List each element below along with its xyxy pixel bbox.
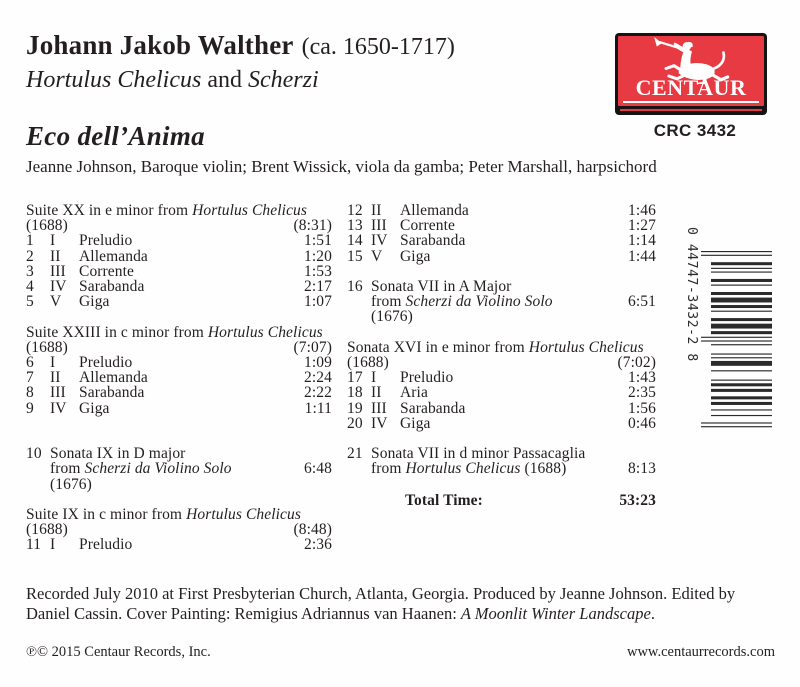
spacer: [26, 309, 332, 324]
track-time: 1:11: [304, 399, 332, 417]
sonata-row: [26, 446, 332, 461]
work-title-italic: Hortulus Chelicus: [26, 67, 202, 93]
track-row: [347, 370, 656, 385]
track-time: 6:48: [304, 460, 332, 478]
track-list-right-column: [347, 203, 656, 508]
track-row: [347, 385, 656, 400]
suite-year: (1688): [26, 217, 68, 235]
track-row: [347, 416, 656, 431]
track-time: 1:53: [304, 262, 332, 280]
suite-duration: (7:07): [293, 338, 332, 356]
painting-title: A Moonlit Winter Landscape: [460, 603, 651, 623]
barcode-bar: [711, 389, 772, 392]
track-row: [26, 385, 332, 400]
track-row: [26, 233, 332, 248]
movement-title: Preludio: [79, 354, 133, 372]
track-number: 13: [347, 217, 363, 235]
track-row: [347, 203, 656, 218]
track-number: 10: [26, 445, 42, 463]
track-number: 18: [347, 384, 363, 402]
total-label: Total Time:: [405, 491, 483, 509]
barcode-bar: [711, 402, 772, 405]
track-number: 12: [347, 202, 363, 219]
credits-suffix: .: [650, 603, 655, 623]
track-number: 5: [26, 293, 34, 311]
movement-title: Sarabanda: [79, 278, 145, 296]
track-number: 2: [26, 247, 34, 265]
movement-title: Preludio: [400, 369, 454, 387]
indent: [347, 461, 371, 476]
barcode-bar: [711, 357, 772, 358]
track-time: 8:13: [628, 460, 656, 478]
heading-text: Sonata XVI in e minor from: [347, 338, 529, 356]
track-row: [26, 355, 332, 370]
barcode-bar: [711, 324, 772, 329]
heading-text: Suite IX in c minor from: [26, 506, 187, 523]
track-row: [26, 370, 332, 385]
sonata-row: [347, 279, 656, 294]
track-time: 1:09: [304, 354, 332, 372]
movement-numeral: V: [50, 293, 62, 311]
track-number: 8: [26, 384, 34, 402]
website-url: www.centaurrecords.com: [626, 644, 775, 660]
barcode-bar: [711, 370, 772, 371]
suite-heading: [26, 203, 332, 218]
movement-title: Corrente: [400, 217, 456, 235]
barcode-bar: [711, 279, 772, 282]
movement-title: Giga: [400, 247, 431, 265]
track-number: 19: [347, 399, 363, 417]
heading-text: Suite XXIII in c minor from: [26, 323, 208, 341]
track-time: 2:17: [304, 278, 332, 296]
work-title-italic: Hortulus Chelicus: [207, 323, 323, 341]
work-title-italic: Hortulus Chelicus: [405, 460, 521, 478]
track-time: 1:27: [628, 217, 656, 235]
suite-subheading: [347, 355, 656, 370]
barcode-bar: [711, 262, 772, 265]
barcode-bar: [711, 292, 772, 295]
track-time: 1:07: [304, 293, 332, 311]
suite-year: (1688): [26, 338, 68, 356]
composer-line: [26, 30, 455, 61]
movement-numeral: I: [50, 354, 56, 372]
work-title-italic: Scherzi da Violino Solo: [84, 460, 232, 478]
sonata-source: from Hortulus Chelicus (1688): [371, 460, 567, 478]
track-number: 11: [26, 536, 42, 554]
track-time: 1:43: [628, 369, 656, 387]
track-number: 1: [26, 232, 34, 250]
copyright-line: ℗© 2015 Centaur Records, Inc.: [26, 644, 211, 660]
composer-dates: (ca. 1650-1717): [301, 34, 455, 60]
movement-numeral: II: [371, 384, 382, 402]
suite-year: (1688): [347, 354, 389, 371]
work-title-italic: Hortulus Chelicus: [186, 506, 302, 523]
composer-name: Johann Jakob Walther: [26, 30, 294, 60]
track-row: [26, 537, 332, 552]
sonata-source-row: [347, 461, 656, 476]
track-time: 1:56: [628, 399, 656, 417]
total-time-value: 53:23: [619, 491, 656, 509]
track-number: 9: [26, 399, 34, 417]
album-title: Eco dell’Anima: [26, 121, 205, 151]
track-row: [26, 279, 332, 294]
barcode-bar: [701, 255, 772, 256]
movement-title: Giga: [400, 414, 431, 432]
works-line: [26, 67, 319, 94]
track-time: 1:46: [628, 202, 656, 219]
suite-heading: [26, 325, 332, 340]
track-number: 20: [347, 414, 363, 432]
suite-heading: [347, 340, 656, 355]
movement-title: Sarabanda: [79, 384, 145, 402]
track-row: [347, 249, 656, 264]
track-time: 1:20: [304, 247, 332, 265]
movement-numeral: IV: [50, 278, 67, 296]
logo-red-field: [618, 36, 764, 106]
logo-bottom-band: [618, 106, 764, 115]
track-number: 14: [347, 232, 363, 250]
upc-barcode: [683, 227, 772, 441]
track-number: 21: [347, 445, 363, 463]
movement-numeral: II: [50, 369, 61, 387]
movement-title: Sarabanda: [400, 399, 466, 417]
barcode-bar: [701, 422, 772, 423]
suite-duration: (8:48): [293, 521, 332, 539]
logo-border: [615, 33, 767, 115]
movement-numeral: IV: [371, 232, 388, 250]
suite-subheading: [26, 340, 332, 355]
track-time: 0:46: [628, 414, 656, 432]
logo-rule: [623, 101, 759, 103]
track-number: 4: [26, 278, 34, 296]
spacer: [26, 431, 332, 446]
track-time: 2:36: [304, 536, 332, 554]
barcode-bar: [701, 337, 772, 338]
barcode-bar: [711, 344, 772, 345]
movement-title: Allemanda: [400, 202, 469, 219]
track-time: 1:14: [628, 232, 656, 250]
barcode-bar: [711, 396, 772, 399]
spacer: [347, 325, 656, 340]
spacer: [347, 431, 656, 446]
catalog-number: CRC 3432: [653, 121, 737, 140]
works-conjunction: and: [201, 67, 248, 93]
total-time-row: [347, 493, 656, 508]
barcode-bars: [701, 251, 772, 428]
sonata-source-row: [26, 461, 332, 491]
barcode-bar: [711, 298, 772, 303]
movement-numeral: I: [371, 369, 377, 387]
sonata-title: Sonata IX in D major: [50, 445, 186, 463]
barcode-bar: [701, 340, 772, 341]
barcode-bar: [711, 331, 772, 334]
indent: [347, 294, 371, 324]
performers-line: Jeanne Johnson, Baroque violin; Brent Wissick, viola da gamba; Peter Marshall, harpsichord: [26, 157, 657, 176]
spacer: [26, 492, 332, 507]
track-number: 6: [26, 354, 34, 372]
track-row: [347, 233, 656, 248]
indent: [26, 461, 50, 491]
movement-numeral: IV: [371, 414, 388, 432]
movement-numeral: I: [50, 232, 56, 250]
barcode-bar: [711, 268, 772, 269]
movement-numeral: II: [371, 202, 382, 219]
barcode-bar: [711, 305, 772, 308]
movement-title: Aria: [400, 384, 428, 402]
track-number: 16: [347, 278, 363, 295]
track-row: [26, 401, 332, 416]
track-row: [347, 401, 656, 416]
movement-title: Sarabanda: [400, 232, 466, 250]
work-title-italic: Hortulus Chelicus: [192, 202, 308, 219]
track-number: 17: [347, 369, 363, 387]
movement-title: Giga: [79, 399, 110, 417]
barcode-bar: [711, 353, 772, 354]
track-time: 1:51: [304, 232, 332, 250]
barcode-bar: [701, 251, 772, 252]
suite-subheading: [26, 522, 332, 537]
sonata-title: Sonata VII in A Major: [371, 278, 512, 295]
movement-title: Allemanda: [79, 247, 148, 265]
track-time: 6:51: [628, 293, 656, 311]
production-credits: [26, 584, 781, 623]
barcode-digits: 0 44747-3432-2 8: [684, 227, 699, 362]
track-time: 2:24: [304, 369, 332, 387]
track-list-left-column: [26, 203, 332, 553]
movement-numeral: III: [50, 262, 66, 280]
barcode-bar: [711, 383, 772, 386]
suite-heading: [26, 507, 332, 522]
sonata-title: Sonata VII in d minor Passacaglia: [371, 445, 586, 463]
movement-title: Giga: [79, 293, 110, 311]
movement-numeral: I: [50, 536, 56, 554]
movement-numeral: V: [371, 247, 383, 265]
track-row: [26, 249, 332, 264]
credits-text: Recorded July 2010 at First Presbyterian Church, Atlanta, Georgia. Produced by Jeanne Johnson. Edited by Daniel Cassin. Cover Painting: Remigius Adriannus van Haanen:: [26, 584, 736, 623]
barcode-bar: [711, 415, 772, 416]
suite-duration: (7:02): [617, 354, 656, 371]
sonata-source: from Scherzi da Violino Solo (1676): [371, 293, 553, 326]
centaur-records-logo: [615, 33, 767, 115]
movement-numeral: IV: [50, 399, 67, 417]
heading-text: Suite XX in e minor from: [26, 202, 193, 219]
work-title-italic: Scherzi da Violino Solo: [405, 293, 553, 311]
footer: [26, 644, 775, 661]
movement-numeral: III: [50, 384, 66, 402]
barcode-bar: [711, 361, 772, 366]
barcode-bar: [711, 285, 772, 286]
label-name: CENTAUR: [635, 75, 747, 100]
sonata-source: from Scherzi da Violino Solo (1676): [50, 460, 232, 493]
work-title-italic: Hortulus Chelicus: [528, 338, 644, 356]
movement-title: Preludio: [79, 232, 133, 250]
work-title-italic: Scherzi: [248, 67, 319, 93]
barcode-bar: [711, 318, 772, 321]
movement-title: Allemanda: [79, 369, 148, 387]
barcode-bar: [711, 311, 772, 312]
track-number: 15: [347, 247, 363, 265]
movement-title: Preludio: [79, 536, 133, 554]
track-time: 2:22: [304, 384, 332, 402]
track-number: 7: [26, 369, 34, 387]
movement-numeral: III: [371, 399, 387, 417]
track-row: [347, 218, 656, 233]
barcode-bar: [711, 409, 772, 410]
spacer: [26, 416, 332, 431]
suite-year: (1688): [26, 521, 68, 539]
track-number: 3: [26, 262, 34, 280]
barcode-bar: [711, 380, 772, 381]
spacer: [347, 264, 656, 279]
track-row: [26, 294, 332, 309]
track-row: [26, 264, 332, 279]
spacer: [347, 477, 656, 492]
sonata-row: [347, 446, 656, 461]
suite-subheading: [26, 218, 332, 233]
movement-title: Corrente: [79, 262, 135, 280]
track-time: 1:44: [628, 247, 656, 265]
movement-numeral: II: [50, 247, 61, 265]
barcode-bar: [701, 426, 772, 427]
sonata-source-row: [347, 294, 656, 324]
barcode-bar: [711, 271, 772, 272]
suite-duration: (8:31): [293, 217, 332, 235]
movement-numeral: III: [371, 217, 387, 235]
track-time: 2:35: [628, 384, 656, 402]
